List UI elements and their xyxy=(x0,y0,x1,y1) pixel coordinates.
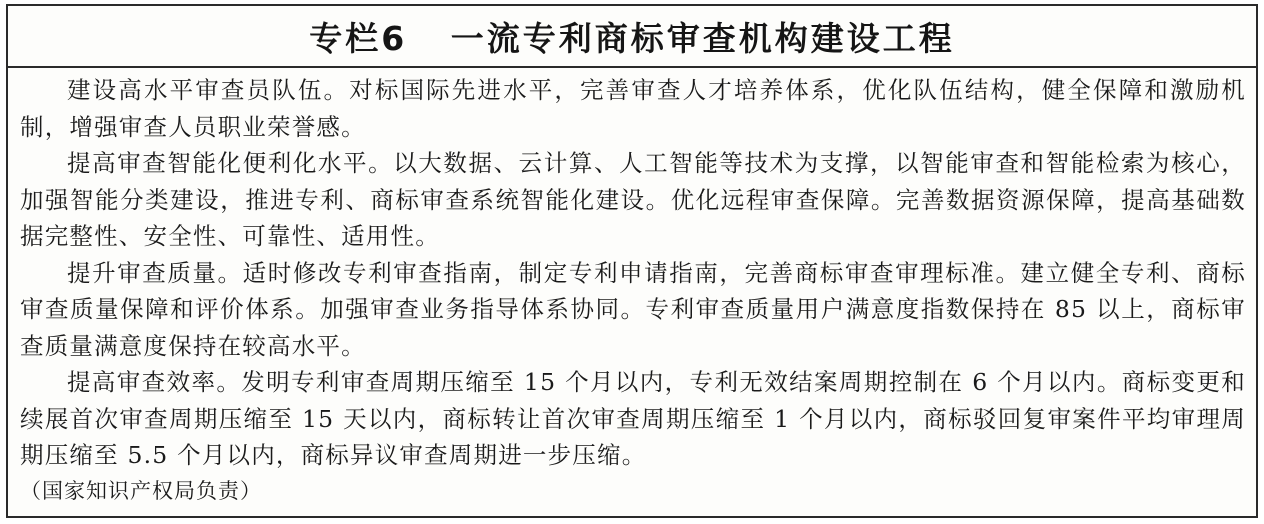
paragraph-body: 对标国际先进水平，完善审查人才培养体系，优化队伍结构，健全保障和激励机制，增强审查人员职业荣誉感。 xyxy=(20,76,1247,141)
responsible-agency-note: （国家知识产权局负责） xyxy=(20,478,262,503)
paragraph-lead: 提高审查智能化便利化水平。 xyxy=(67,149,394,177)
feature-box xyxy=(6,4,1258,518)
paragraph-reviewer-team xyxy=(20,72,1246,145)
paragraph-lead: 提高审查效率。 xyxy=(67,368,242,396)
box-title-label: 专栏6 xyxy=(309,18,408,58)
paragraph-review-efficiency xyxy=(20,364,1246,474)
paragraph-review-quality xyxy=(20,255,1246,365)
paragraph-lead: 提升审查质量。 xyxy=(67,258,243,287)
paragraph-body: 发明专利审查周期压缩至 15 个月以内，专利无效结案周期控制在 6 个月以内。商标变更和续展首次审查周期压缩至 15 天以内，商标转让首次审查周期压缩至 1 个月以内，商标驳回复审案件平均审理周期压缩至 5.5 个月以内，商标异议审查周期进一步压缩。 xyxy=(20,368,1246,469)
paragraph-body: 以大数据、云计算、人工智能等技术为支撑，以智能审查和智能检索为核心，加强智能分类建设，推进专利、商标审查系统智能化建设。优化远程审查保障。完善数据资源保障，提高基础数据完整性、安全性、可靠性、适用性。 xyxy=(20,149,1246,250)
box-title xyxy=(309,13,954,60)
box-title-bar xyxy=(8,6,1256,68)
box-title-text: 一流专利商标审查机构建设工程 xyxy=(450,18,955,58)
paragraph-lead: 建设高水平审查员队伍。 xyxy=(67,76,350,104)
box-content xyxy=(8,68,1256,508)
paragraph-intelligent-review xyxy=(20,145,1246,255)
paragraph-body: 适时修改专利审查指南，制定专利申请指南，完善商标审查审理标准。建立健全专利、商标审查质量保障和评价体系。加强审查业务指导体系协同。专利审查质量用户满意度指数保持在 85 以上，商标审查质量满意度保持在较高水平。 xyxy=(20,258,1246,360)
